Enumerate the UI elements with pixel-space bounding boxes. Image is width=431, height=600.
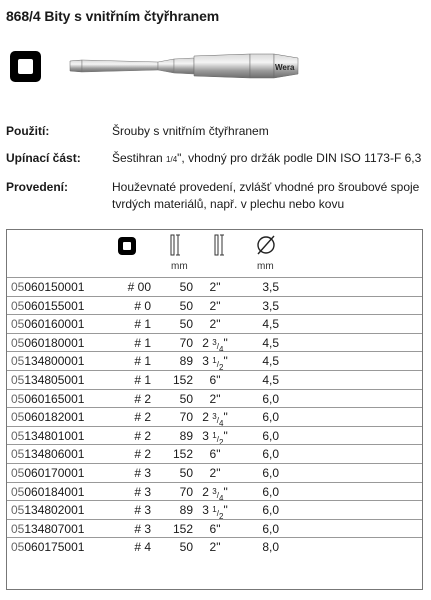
article-number: 05134802001 [11, 503, 85, 518]
drive-size: # 0 [134, 298, 151, 313]
diameter: 6,0 [262, 428, 279, 443]
length-inch: 2 3/4" [202, 335, 228, 354]
length-mm: 152 [172, 373, 193, 387]
drive-size: # 2 [134, 428, 151, 443]
length-inch: 3 1/2" [202, 354, 228, 373]
diameter: 3,5 [262, 298, 279, 313]
length-inch: 2 3/4" [202, 410, 228, 429]
square-drive-icon [10, 51, 41, 82]
table-row [7, 314, 422, 333]
use-text: Šrouby s vnitřním čtyřhranem [112, 124, 269, 138]
drive-size: # 00 [127, 280, 151, 294]
length-mm: 50 [179, 466, 193, 480]
drive-size: # 1 [134, 317, 151, 332]
article-number: 05060150001 [11, 280, 85, 294]
length-mm: 70 [179, 335, 193, 350]
drive-size: # 3 [134, 503, 151, 518]
drive-size: # 1 [134, 373, 151, 387]
diameter: 4,5 [262, 354, 279, 369]
length-inch: 2" [209, 391, 221, 406]
table-row [7, 519, 422, 538]
page-title: 868/4 Bity s vnitřním čtyřhranem [6, 8, 220, 24]
design-label: Provedení: [6, 180, 69, 194]
length-inch: 2" [209, 540, 221, 555]
drive-size: # 3 [134, 466, 151, 480]
article-number: 05134805001 [11, 373, 85, 387]
drive-size: # 4 [134, 540, 151, 555]
use-label: Použití: [6, 124, 50, 138]
length-mm: 152 [172, 521, 193, 536]
table-row [7, 370, 422, 389]
table-row [7, 500, 422, 522]
length-mm: 89 [179, 354, 193, 369]
table-row [7, 482, 422, 501]
diameter: 6,0 [262, 410, 279, 425]
diameter-unit: mm [257, 261, 274, 272]
table-row [7, 277, 422, 296]
diameter: 4,5 [262, 373, 279, 387]
length-unit: mm [171, 261, 188, 272]
table-row [7, 351, 422, 373]
bit-brand-label: Wera [275, 63, 295, 72]
article-number: 05134807001 [11, 521, 85, 536]
article-number: 05134806001 [11, 447, 85, 462]
length-inch: 6" [209, 447, 221, 462]
table-header [7, 230, 422, 277]
length-mm: 50 [179, 280, 193, 294]
clamp-label: Upínací část: [6, 151, 81, 165]
length-mm: 50 [179, 298, 193, 313]
article-number: 05134800001 [11, 354, 85, 369]
drive-size: # 1 [134, 335, 151, 350]
diameter: 6,0 [262, 391, 279, 406]
clamp-text: Šestihran 1/4", vhodný pro držák podle DIN ISO 1173-F 6,3 [112, 151, 422, 165]
length-mm: 50 [179, 317, 193, 332]
article-number: 05060180001 [11, 335, 85, 350]
drive-size: # 2 [134, 410, 151, 425]
length-inch: 2 3/4" [202, 484, 228, 503]
length-icon [169, 234, 183, 258]
diameter: 6,0 [262, 484, 279, 499]
article-number: 05060175001 [11, 540, 85, 555]
drive-size: # 2 [134, 391, 151, 406]
article-number: 05060165001 [11, 391, 85, 406]
length-inch: 3 1/2" [202, 503, 228, 522]
article-number: 05060182001 [11, 410, 85, 425]
length-inch: 6" [209, 373, 221, 387]
drive-size: # 1 [134, 354, 151, 369]
diameter: 3,5 [262, 280, 279, 294]
length-inch-icon [213, 234, 227, 258]
length-inch: 2" [209, 317, 221, 332]
table-row [7, 537, 422, 556]
square-drive-header-icon [117, 236, 137, 256]
bit-illustration [62, 48, 302, 84]
table-row [7, 389, 422, 408]
length-mm: 152 [172, 447, 193, 462]
table-row [7, 426, 422, 445]
length-mm: 70 [179, 484, 193, 499]
length-mm: 50 [179, 391, 193, 406]
table-row [7, 333, 422, 352]
drive-size: # 3 [134, 521, 151, 536]
length-mm: 50 [179, 540, 193, 555]
article-number: 05134801001 [11, 428, 85, 443]
table-row [7, 296, 422, 315]
drive-size: # 2 [134, 447, 151, 462]
length-inch: 2" [209, 298, 221, 313]
diameter: 6,0 [262, 447, 279, 462]
article-number: 05060160001 [11, 317, 85, 332]
diameter: 4,5 [262, 335, 279, 350]
table-row [7, 407, 422, 429]
table-row [7, 444, 422, 463]
length-mm: 89 [179, 428, 193, 443]
length-mm: 70 [179, 410, 193, 425]
diameter: 6,0 [262, 466, 279, 480]
article-number: 05060184001 [11, 484, 85, 499]
length-mm: 89 [179, 503, 193, 518]
drive-size: # 3 [134, 484, 151, 499]
diameter: 6,0 [262, 503, 279, 518]
length-inch: 2" [209, 280, 221, 294]
diameter: 4,5 [262, 317, 279, 332]
length-inch: 6" [209, 521, 221, 536]
diameter: 8,0 [262, 540, 279, 555]
article-number: 05060170001 [11, 466, 85, 480]
design-text: Houževnaté provedení, zvlášť vhodné pro šroubové spoje tvrdých materiálů, např. v plechu nebo kovu [112, 180, 420, 211]
diameter-icon [255, 234, 277, 256]
product-table [6, 229, 423, 590]
length-inch: 2" [209, 466, 221, 480]
table-row [7, 463, 422, 482]
article-number: 05060155001 [11, 298, 85, 313]
length-inch: 3 1/2" [202, 428, 228, 447]
diameter: 6,0 [262, 521, 279, 536]
